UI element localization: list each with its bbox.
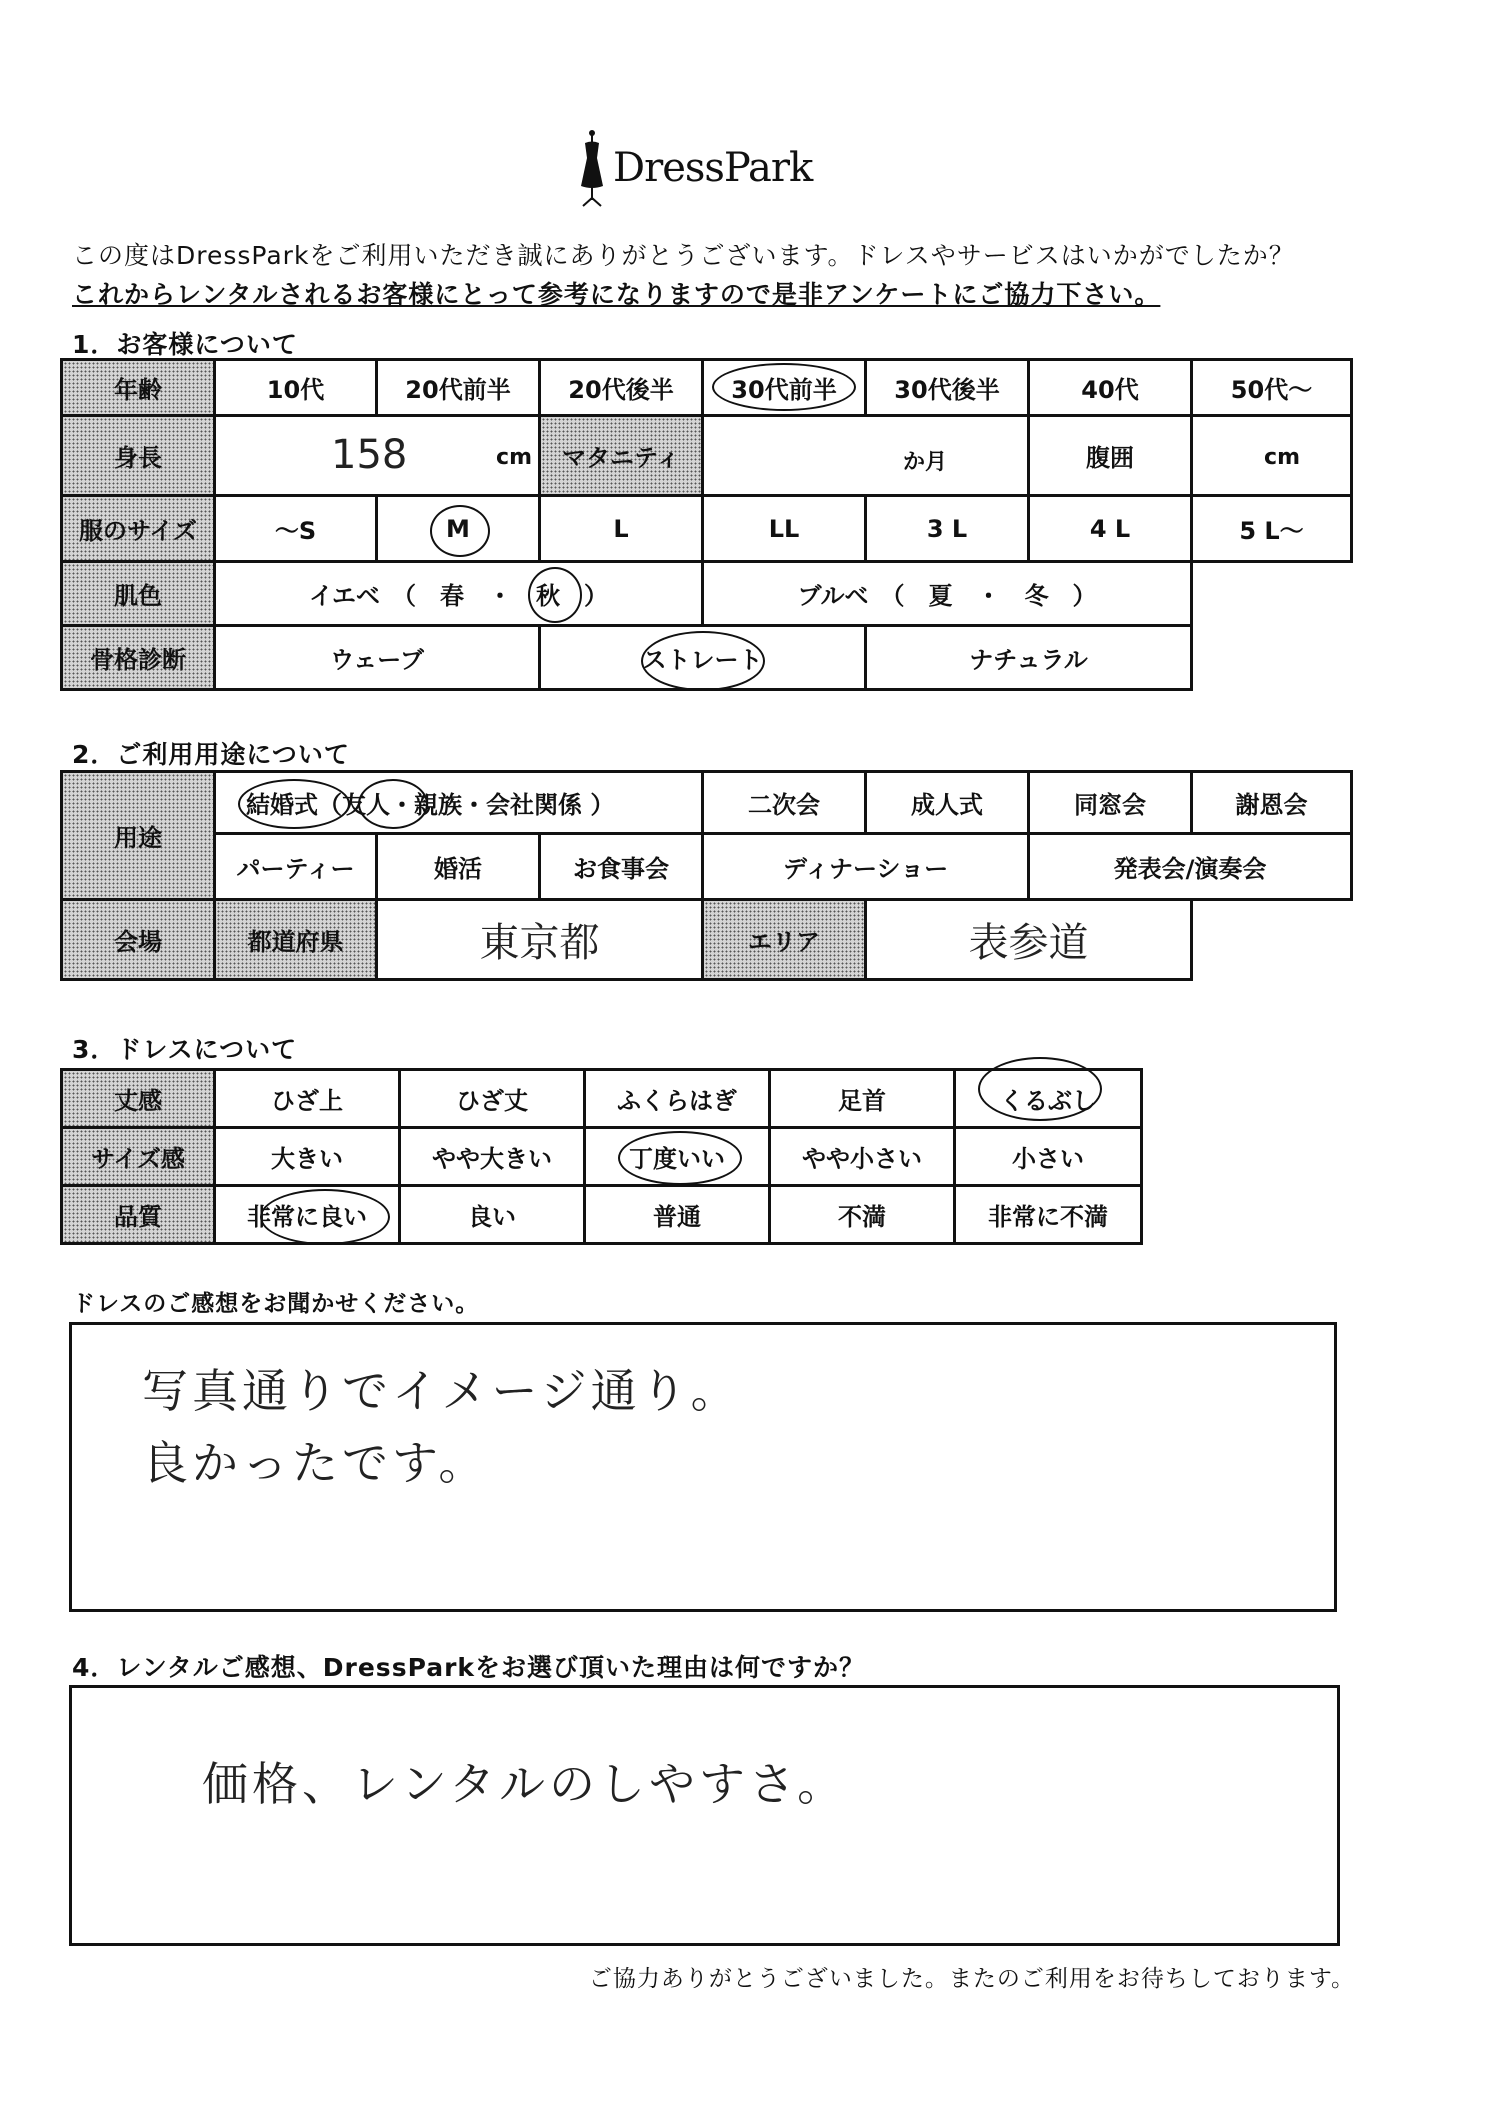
footer-thanks: ご協力ありがとうございました。またのご利用をお待ちしております。 xyxy=(588,1966,1355,1992)
length-option[interactable]: ひざ上 xyxy=(215,1070,400,1128)
maternity-months-unit: か月 xyxy=(902,450,947,475)
purpose-option[interactable]: ディナーショー xyxy=(703,834,1029,900)
size-option[interactable]: 3 L xyxy=(866,496,1029,562)
fit-option-selected[interactable] xyxy=(585,1128,770,1186)
area-value: 表参道 xyxy=(968,920,1089,966)
dress-comment-box[interactable] xyxy=(69,1322,1337,1612)
area-field[interactable] xyxy=(866,900,1192,980)
frame-option[interactable]: ナチュラル xyxy=(866,626,1192,690)
quality-option[interactable]: 不満 xyxy=(770,1186,955,1244)
purpose-option[interactable]: 二次会 xyxy=(703,772,866,834)
purpose-wedding-option[interactable]: 結婚式（友人・親族・会社関係 ） xyxy=(215,772,703,834)
skin-yellow-label: イエベ （ 春 ・ 秋 ） xyxy=(308,582,609,610)
waist-field[interactable] xyxy=(1192,416,1352,496)
age-option[interactable]: 20代後半 xyxy=(540,360,703,416)
quality-option[interactable]: 非常に不満 xyxy=(955,1186,1142,1244)
purpose-friend: 友人 xyxy=(342,791,390,819)
purpose-option[interactable]: 発表会/演奏会 xyxy=(1029,834,1352,900)
fit-option[interactable]: やや小さい xyxy=(770,1128,955,1186)
waist-unit: cm xyxy=(1264,445,1300,470)
fit-option[interactable]: 大きい xyxy=(215,1128,400,1186)
brand-name: DressPark xyxy=(613,145,813,191)
section1-title: 1．お客様について xyxy=(72,330,298,359)
frame-option[interactable]: ウェーブ xyxy=(215,626,540,690)
prefecture-field[interactable] xyxy=(377,900,703,980)
dress-comment-text xyxy=(142,1355,741,1499)
length-label: 丈感 xyxy=(62,1070,215,1128)
size-option[interactable]: L xyxy=(540,496,703,562)
age-option-label: 30代前半 xyxy=(731,376,837,404)
section3-title: 3．ドレスについて xyxy=(72,1035,298,1064)
purpose-option[interactable]: パーティー xyxy=(215,834,377,900)
age-option[interactable]: 30代後半 xyxy=(866,360,1029,416)
quality-option-label: 非常に良い xyxy=(247,1203,367,1231)
section2-title: 2．ご利用用途について xyxy=(72,740,350,769)
dress-comment-prompt: ドレスのご感想をお聞かせください。 xyxy=(72,1291,480,1317)
length-option[interactable]: ふくらはぎ xyxy=(585,1070,770,1128)
length-option-label: くるぶし xyxy=(1000,1087,1096,1115)
fit-label: サイズ感 xyxy=(62,1128,215,1186)
quality-option[interactable]: 良い xyxy=(400,1186,585,1244)
size-option[interactable]: 5 L～ xyxy=(1192,496,1352,562)
venue-label: 会場 xyxy=(62,900,215,980)
reason-box[interactable] xyxy=(69,1685,1340,1946)
purpose-option[interactable]: 同窓会 xyxy=(1029,772,1192,834)
size-option-label: M xyxy=(446,514,470,543)
height-unit: cm xyxy=(496,445,532,470)
quality-label: 品質 xyxy=(62,1186,215,1244)
purpose-option[interactable]: 謝恩会 xyxy=(1192,772,1352,834)
age-label: 年齢 xyxy=(62,360,215,416)
maternity-field[interactable] xyxy=(703,416,1029,496)
intro-request: これからレンタルされるお客様にとって参考になりますので是非アンケートにご協力下さい。 xyxy=(72,280,1161,309)
fit-option[interactable]: やや大きい xyxy=(400,1128,585,1186)
age-option-selected[interactable] xyxy=(703,360,866,416)
purpose-relatives: ・親族・会社関係 ） xyxy=(390,791,615,819)
empty-cell xyxy=(1192,626,1352,690)
size-option[interactable]: LL xyxy=(703,496,866,562)
dress-table xyxy=(60,1068,1143,1245)
size-option-selected[interactable] xyxy=(377,496,540,562)
age-option[interactable]: 10代 xyxy=(215,360,377,416)
reason-text: 価格、レンタルのしやすさ。 xyxy=(202,1757,848,1811)
skin-yellow-option[interactable] xyxy=(215,562,703,626)
prefecture-label: 都道府県 xyxy=(215,900,377,980)
length-option-selected[interactable] xyxy=(955,1070,1142,1128)
prefecture-value: 東京都 xyxy=(479,920,600,966)
age-option[interactable]: 50代～ xyxy=(1192,360,1352,416)
frame-label: 骨格診断 xyxy=(62,626,215,690)
size-option[interactable]: 4 L xyxy=(1029,496,1192,562)
intro-text: この度はDressParkをご利用いただき誠にありがとうございます。ドレスやサービスはいかがでしたか？ xyxy=(72,241,1295,270)
customer-table xyxy=(60,358,1353,691)
maternity-label: マタニティ xyxy=(540,416,703,496)
age-option[interactable]: 40代 xyxy=(1029,360,1192,416)
empty-cell xyxy=(1192,562,1352,626)
brand-logo xyxy=(577,128,812,208)
dress-form-icon xyxy=(577,128,607,208)
usual-size-label: 服のサイズ xyxy=(62,496,215,562)
length-option[interactable]: 足首 xyxy=(770,1070,955,1128)
fit-option-label: 丁度いい xyxy=(629,1145,725,1173)
section4-title: 4．レンタルご感想、DressParkをお選び頂いた理由は何ですか？ xyxy=(72,1653,866,1682)
purpose-wedding: 結婚式 xyxy=(246,791,318,819)
length-option[interactable]: ひざ丈 xyxy=(400,1070,585,1128)
purpose-option[interactable]: 婚活 xyxy=(377,834,540,900)
frame-option-selected[interactable] xyxy=(540,626,866,690)
height-field[interactable] xyxy=(215,416,540,496)
age-option[interactable]: 20代前半 xyxy=(377,360,540,416)
empty-cell xyxy=(1192,900,1352,980)
purpose-option[interactable]: お食事会 xyxy=(540,834,703,900)
dress-comment-line: 写真通りでイメージ通り。 xyxy=(142,1364,741,1418)
area-label: エリア xyxy=(703,900,866,980)
fit-option[interactable]: 小さい xyxy=(955,1128,1142,1186)
height-value: 158 xyxy=(331,432,408,478)
size-option[interactable]: ～S xyxy=(215,496,377,562)
purpose-table xyxy=(60,770,1353,981)
frame-option-label: ストレート xyxy=(642,646,763,674)
skin-label: 肌色 xyxy=(62,562,215,626)
waist-label: 腹囲 xyxy=(1029,416,1192,496)
quality-option[interactable]: 普通 xyxy=(585,1186,770,1244)
dress-comment-line: 良かったです。 xyxy=(142,1436,489,1490)
purpose-option[interactable]: 成人式 xyxy=(866,772,1029,834)
height-label: 身長 xyxy=(62,416,215,496)
skin-blue-option[interactable]: ブルベ （ 夏 ・ 冬 ） xyxy=(703,562,1192,626)
quality-option-selected[interactable] xyxy=(215,1186,400,1244)
purpose-label: 用途 xyxy=(62,772,215,900)
